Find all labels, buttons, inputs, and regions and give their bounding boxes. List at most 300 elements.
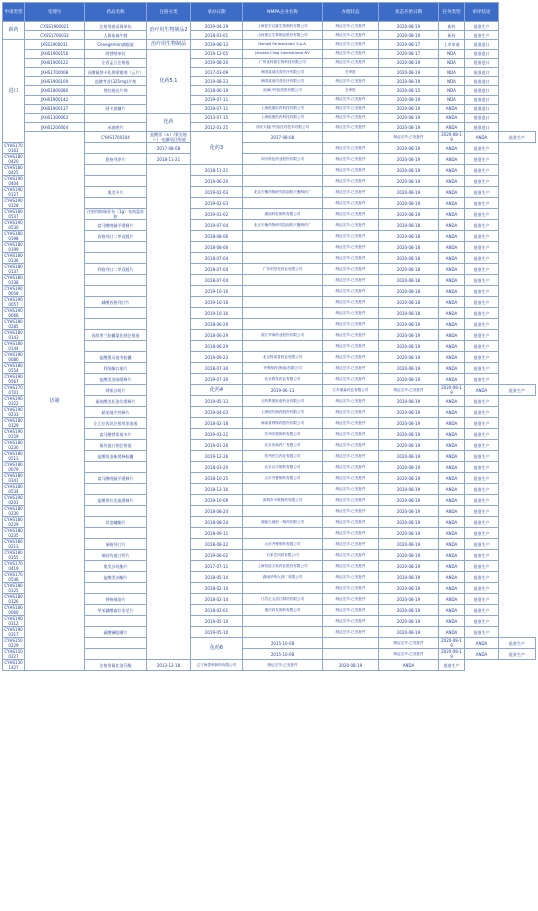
filing-date-cell: 2019-06-02: [191, 550, 243, 561]
status-date-cell: 2020-08-18: [379, 308, 439, 319]
table-body: [3, 22, 536, 671]
status-date-cell: 2020-08-19: [379, 319, 439, 330]
task-type-cell: ANDA: [439, 165, 465, 176]
conclusion-cell: 批准进口: [465, 86, 499, 95]
table-row: [3, 58, 536, 67]
task-type-cell: ANDA: [439, 517, 465, 528]
task-type-cell: ANDA: [439, 528, 465, 539]
filing-date-cell: 2019-06-13: [243, 385, 323, 396]
status-cell: 制证完毕-已发批件: [323, 506, 379, 517]
task-type-cell: ANDA: [439, 231, 465, 242]
filing-date-cell: 2018-02-18: [191, 418, 243, 429]
company-name-cell: 北京联发药业有限公司: [243, 374, 323, 385]
filing-date-cell: 2019-03-22: [191, 429, 243, 440]
filing-date-cell: 2018-06-29: [191, 330, 243, 341]
company-name-cell: 南商(中国)投资有限公司: [243, 86, 323, 95]
filing-date-cell: 2019-10-16: [191, 297, 243, 308]
company-name-cell: [243, 198, 323, 209]
task-type-cell: ANDA: [439, 143, 465, 154]
status-cell: 制证完毕-已发批件: [323, 396, 379, 407]
company-name-cell: [243, 484, 323, 495]
task-type-cell: ANDA: [439, 104, 465, 113]
drug-name-cell: 阿卡波糖片: [85, 104, 147, 113]
filing-date-cell: 2019-09-23: [191, 352, 243, 363]
task-type-cell: NDA: [439, 95, 465, 104]
column-header: 任务类型: [439, 3, 465, 22]
drug-name-cell: 盐酸坦洛新缓释胶囊: [85, 451, 147, 462]
table-row: [3, 49, 536, 58]
status-date-cell: 2020-08-19: [379, 31, 439, 40]
status-cell: 制证完毕-已发批件: [323, 561, 379, 572]
filing-date-cell: 2018-03-20: [191, 462, 243, 473]
conclusion-cell: 批准生产: [499, 132, 536, 143]
acceptance-number-cell: CYHS1800235: [4, 528, 23, 539]
filing-date-cell: 2019-04-03: [191, 407, 243, 418]
status-date-cell: 2020-08-19: [379, 528, 439, 539]
task-type-cell: ANDA: [439, 330, 465, 341]
conclusion-cell: 批准进口: [465, 123, 499, 132]
status-cell: 制证完毕-已发批件: [323, 319, 379, 330]
status-date-cell: 2020-08-19: [379, 209, 439, 220]
status-date-cell: 2020-08-19: [379, 67, 439, 76]
filing-date-cell: 2019-10-16: [191, 286, 243, 297]
company-name-cell: [243, 308, 323, 319]
task-type-cell: ANDA: [439, 264, 465, 275]
table-row: [3, 86, 536, 95]
status-date-cell: 2020-08-19: [379, 451, 439, 462]
status-date-cell: 2020-08-19: [379, 484, 439, 495]
drug-name-cell: 西酞普兰胶囊氯化钠注射液: [85, 330, 147, 341]
application-type-cell: 仿制: [25, 132, 85, 671]
company-name-cell: 北京阿诺普药业有限公司: [243, 352, 323, 363]
status-date-cell: 2020-08-19: [379, 594, 439, 605]
company-name-cell: 上海欧康医药科技有限公司: [243, 104, 323, 113]
status-cell: 制证完毕-已发批件: [323, 352, 379, 363]
drug-name-cell: 利格列汀二甲双胍片: [85, 264, 147, 275]
filing-date-cell: 2018-06-29: [191, 319, 243, 330]
company-name-cell: 杭州民生药业有限公司: [243, 451, 323, 462]
filing-date-cell: 2018-09-11: [191, 528, 243, 539]
status-date-cell: 2020-08-19: [379, 418, 439, 429]
drug-name-cell: Cenegermin滴眼液: [85, 40, 147, 49]
task-type-cell: ANDA: [439, 286, 465, 297]
filing-date-cell: 2018-06-19: [191, 86, 243, 95]
drug-name-cell: [85, 649, 147, 660]
acceptance-number-cell: CYHS1800213: [4, 539, 23, 550]
filing-date-cell: 2018-08-24: [191, 506, 243, 517]
status-cell: 制证完毕-已发批件: [323, 176, 379, 187]
acceptance-number-cell: CYHS1800155: [4, 550, 23, 561]
status-cell: 制证完毕-已发批件: [323, 539, 379, 550]
registration-class-cell: 化药: [147, 113, 191, 131]
acceptance-number-cell: CYHS1500227: [4, 649, 23, 660]
header-row: [3, 3, 536, 22]
status-cell: 制证完毕-已发批件: [323, 418, 379, 429]
task-type-cell: 上市申请: [439, 40, 465, 49]
task-type-cell: 新药: [439, 22, 465, 31]
company-name-cell: [243, 297, 323, 308]
status-cell: 制证完毕-已发批件: [323, 165, 379, 176]
application-type-cell: 新药: [3, 22, 25, 40]
task-type-cell: ANDA: [439, 176, 465, 187]
acceptance-number-cell: JXHS1200004: [25, 123, 85, 132]
filing-date-cell: 2015-10-08: [243, 649, 323, 660]
company-name-cell: [323, 638, 379, 649]
acceptance-number-cell: JXHS1900109: [25, 77, 85, 86]
page: [0, 2, 538, 911]
conclusion-cell: 批准生产: [465, 451, 499, 462]
status-cell: 制证完毕-已发批件: [323, 605, 379, 616]
conclusion-cell: 批准生产: [465, 209, 499, 220]
drug-name-cell: 阿替唑单抗: [85, 49, 147, 58]
status-cell: 制证完毕-已发批件: [323, 209, 379, 220]
acceptance-number-cell: JXHS1800080: [25, 86, 85, 95]
status-cell: 制证完毕-已发批件: [323, 594, 379, 605]
status-date-cell: 2020-08-19: [379, 198, 439, 209]
task-type-cell: ANDA: [465, 385, 499, 396]
status-cell: 制证完毕-已发批件: [323, 49, 379, 58]
drug-name-cell: 左西孟旦注射液: [85, 58, 147, 67]
conclusion-cell: 批准进口: [465, 40, 499, 49]
status-date-cell: 2020-08-19: [439, 132, 465, 143]
status-cell: 制证完毕-已发批件: [323, 253, 379, 264]
status-cell: 制证完毕-已发批件: [323, 123, 379, 132]
filing-date-cell: 2019-07-30: [191, 374, 243, 385]
status-cell: 制证完毕-已发批件: [323, 264, 379, 275]
filing-date-cell: 2018-08-06: [191, 242, 243, 253]
status-cell: 制证完毕-已发批件: [323, 95, 379, 104]
status-cell: 制证完毕-已发批件: [323, 583, 379, 594]
company-name-cell: 浙江华海药业股份有限公司: [243, 330, 323, 341]
status-date-cell: 2020-08-19: [379, 539, 439, 550]
filing-date-cell: 2019-08-20: [191, 58, 243, 67]
company-name-cell: 北京天衡药物研究院南阳天衡制药厂: [243, 187, 323, 198]
drug-name-cell: 注射用氟比洛芬酯: [85, 660, 147, 671]
filing-date-cell: 2018-05-14: [191, 572, 243, 583]
filing-date-cell: 2019-01-26: [191, 440, 243, 451]
filing-date-cell: 2018-07-04: [191, 275, 243, 286]
task-type-cell: ANDA: [439, 539, 465, 550]
task-type-cell: ANDA: [439, 462, 465, 473]
status-cell: 制证完毕-已发批件: [323, 572, 379, 583]
status-date-cell: 2020-08-19: [379, 95, 439, 104]
status-cell: 制证完毕-已发批件: [323, 495, 379, 506]
drug-name-cell: 盐酸考昔(325mg)片剂: [85, 77, 147, 86]
status-cell: 制证完毕-已发批件: [323, 330, 379, 341]
drug-name-cell: [85, 275, 147, 286]
column-header: 受理号: [25, 3, 85, 22]
task-type-cell: ANDA: [465, 132, 499, 143]
acceptance-number-cell: CYHS1900057: [4, 297, 23, 308]
conclusion-cell: 批准生产: [465, 286, 499, 297]
company-name-cell: 湖南华纳大药厂有限公司: [243, 572, 323, 583]
filing-date-cell: 2012-01-25: [191, 123, 243, 132]
acceptance-number-cell: CYHS1900201: [4, 495, 23, 506]
task-type-cell: ANDA: [439, 209, 465, 220]
status-cell: 制证完毕-已发批件: [379, 132, 439, 143]
company-name-cell: 韩国莫莱沃普医疗有限公司: [243, 77, 323, 86]
drug-name-cell: 硝苯地平控释片: [85, 407, 147, 418]
company-name-cell: 辽宁海思科制药有限公司: [191, 660, 243, 671]
acceptance-number-cell: CYHS1900233: [4, 407, 23, 418]
drug-name-cell: 盐酸奥司他韦胶囊: [85, 352, 147, 363]
acceptance-number-cell: CYHS1800554: [4, 363, 23, 374]
company-name-cell: 北京协和药厂有限公司: [243, 440, 323, 451]
acceptance-number-cell: CYHS1900159: [4, 429, 23, 440]
conclusion-cell: 批准进口: [465, 77, 499, 86]
status-cell: 制证完毕-已发批件: [323, 58, 379, 67]
filing-date-cell: 2018-02-14: [191, 583, 243, 594]
conclusion-cell: 批准生产: [465, 154, 499, 165]
table-row: [3, 95, 536, 104]
status-date-cell: 2020-08-19: [379, 176, 439, 187]
acceptance-number-cell: JXSS1900031: [25, 40, 85, 49]
drug-name-cell: 盐酸美金刚缓释片: [85, 374, 147, 385]
filing-date-cell: 2017-08-08: [243, 132, 323, 143]
registration-class-cell: 化药5.1: [147, 49, 191, 113]
conclusion-cell: 批准生产: [499, 649, 536, 660]
company-name-cell: [243, 583, 323, 594]
acceptance-number-cell: JXHS1300063: [25, 113, 85, 122]
company-name-cell: 上海信谊万象药业股份有限公司: [243, 561, 323, 572]
drug-name-cell: 奥美沙坦酯片: [85, 561, 147, 572]
status-cell: 制证完毕-已发批件: [323, 220, 379, 231]
drug-name-cell: 碳酸镧咀嚼片: [85, 627, 147, 638]
status-date-cell: 2020-08-18: [379, 253, 439, 264]
drug-name-cell: 丙酸氟替卡松鼻喷雾剂（云片）: [85, 67, 147, 76]
drug-name-cell: [85, 165, 147, 176]
company-name-cell: 上海现代制药股份有限公司: [243, 407, 323, 418]
drug-name-cell: [85, 113, 147, 122]
registration-class-cell: 化药3: [191, 132, 243, 165]
company-name-cell: 上海欧康医药科技有限公司: [243, 113, 323, 122]
column-header: NMPA企业名称: [243, 3, 323, 22]
table-row: [3, 113, 536, 122]
acceptance-number-cell: CYHS1700546: [4, 572, 23, 583]
task-type-cell: ANDA: [439, 341, 465, 352]
drug-name-cell: 坦度螺酮片: [85, 517, 147, 528]
task-type-cell: ANDA: [439, 297, 465, 308]
conclusion-cell: 批准进口: [465, 49, 499, 58]
drug-name-cell: [85, 484, 147, 495]
drug-name-cell: 恩格列净片: [85, 154, 147, 165]
filing-date-cell: 2019-04-29: [191, 22, 243, 31]
drug-name-cell: [85, 253, 147, 264]
status-date-cell: 2020-08-19: [379, 627, 439, 638]
task-type-cell: ANDA: [439, 561, 465, 572]
company-name-cell: 山东齐鲁制药有限公司: [243, 539, 323, 550]
acceptance-number-cell: CYHS1700701: [4, 385, 23, 396]
filing-date-cell: 2018-07-04: [191, 264, 243, 275]
drug-name-cell: 盐酸雷（±）/莱克地（-）-电解质注射液: [147, 132, 191, 143]
status-date-cell: 2020-08-19: [379, 143, 439, 154]
status-cell: 制证完毕-已发批件: [323, 627, 379, 638]
acceptance-number-cell: CYHS1800144: [4, 341, 23, 352]
company-name-cell: 广东东阳光药业有限公司: [243, 264, 323, 275]
filing-date-cell: 2019-05-10: [191, 627, 243, 638]
conclusion-cell: 批准生产: [465, 594, 499, 605]
company-name-cell: [243, 143, 323, 154]
company-name-cell: [243, 286, 323, 297]
column-header: 承办日期: [191, 3, 243, 22]
acceptance-number-cell: CYHS1800285: [4, 319, 23, 330]
status-date-cell: 2020-08-19: [379, 330, 439, 341]
task-type-cell: ANDA: [439, 550, 465, 561]
filing-date-cell: 2018-06-29: [191, 341, 243, 352]
status-cell: 制证完毕-已发批件: [323, 154, 379, 165]
status-date-cell: 2020-08-19: [323, 660, 379, 671]
status-date-cell: 2020-08-18: [379, 220, 439, 231]
status-date-cell: 2020-08-18: [379, 275, 439, 286]
task-type-cell: ANDA: [439, 495, 465, 506]
drug-name-cell: 人源血凝牛膝: [85, 31, 147, 40]
drug-name-cell: 氟伐他汀钠注射液: [85, 440, 147, 451]
task-type-cell: ANDA: [439, 616, 465, 627]
status-date-cell: 2020-08-19: [379, 550, 439, 561]
conclusion-cell: 批准进口: [465, 113, 499, 122]
status-date-cell: 2020-08-19: [379, 58, 439, 67]
conclusion-cell: 批准生产: [465, 396, 499, 407]
task-type-cell: ANDA: [439, 319, 465, 330]
acceptance-number-cell: CYHS1900058: [4, 286, 23, 297]
acceptance-number-cell: CYHS1800126: [4, 594, 23, 605]
status-cell: 在审批: [323, 86, 379, 95]
filing-date-cell: 2017-03-09: [191, 67, 243, 76]
task-type-cell: ANDA: [465, 638, 499, 649]
filing-date-cell: 2018-08-22: [191, 539, 243, 550]
registration-class-cell: 化药6: [191, 638, 243, 660]
status-date-cell: 2020-08-19: [379, 352, 439, 363]
filing-date-cell: 2019-08-23: [191, 77, 243, 86]
company-name-cell: 海南普利制药股份有限公司: [243, 418, 323, 429]
status-cell: 制证完毕-已发批件: [323, 517, 379, 528]
status-date-cell: 2020-08-19: [439, 649, 465, 660]
application-type-cell: 进口: [3, 40, 25, 143]
conclusion-cell: 批准生产: [465, 187, 499, 198]
registration-class-cell: 化药4: [191, 385, 243, 396]
acceptance-number-cell: CYHS1800138: [4, 275, 23, 286]
company-name-cell: 石家庄四药有限公司: [243, 550, 323, 561]
drug-name-cell: 米曲唑片: [85, 123, 147, 132]
status-date-cell: 2020-08-19: [379, 440, 439, 451]
company-name-cell: 山东齐鲁制药有限公司: [243, 473, 323, 484]
drug-name-cell: 左乙拉西坦注射用浓溶液: [85, 418, 147, 429]
conclusion-cell: 批准生产: [465, 462, 499, 473]
conclusion-cell: 批准生产: [465, 352, 499, 363]
status-date-cell: 2020-08-19: [379, 341, 439, 352]
task-type-cell: ANDA: [439, 583, 465, 594]
filing-date-cell: 2018-08-06: [191, 231, 243, 242]
drug-name-cell: [85, 308, 147, 319]
status-date-cell: 2020-08-19: [379, 506, 439, 517]
status-date-cell: 2020-08-18: [379, 231, 439, 242]
conclusion-cell: 批准生产: [465, 341, 499, 352]
task-type-cell: ANDA: [439, 374, 465, 385]
table-row: [3, 77, 536, 86]
status-cell: 制证完毕-已发批件: [323, 231, 379, 242]
task-type-cell: ANDA: [439, 451, 465, 462]
acceptance-number-cell: CYHS1800513: [4, 451, 23, 462]
drug-name-cell: 甲苯磺酸索拉非尼片: [85, 605, 147, 616]
company-name-cell: 石药集团欧意药业有限公司: [243, 396, 323, 407]
drug-name-cell: [85, 583, 147, 594]
acceptance-number-cell: CYHS1900317: [4, 627, 23, 638]
status-date-cell: 2020-08-19: [379, 605, 439, 616]
acceptance-number-cell: CYHS1900322: [4, 396, 23, 407]
status-cell: 制证完毕-已发批件: [323, 198, 379, 209]
status-cell: 制证完毕-已发批件: [323, 40, 379, 49]
task-type-cell: ANDA: [439, 440, 465, 451]
company-name-cell: [243, 165, 323, 176]
drug-name-cell: [85, 143, 147, 154]
status-cell: 制证完毕-已发批件: [323, 297, 379, 308]
status-date-cell: 2020-08-15: [379, 86, 439, 95]
status-cell: 制证完毕-已发批件: [379, 385, 439, 396]
conclusion-cell: 批准生产: [465, 231, 499, 242]
status-cell: 制证完毕-已发批件: [323, 341, 379, 352]
conclusion-cell: 批准生产: [465, 539, 499, 550]
column-header: 办理状态: [323, 3, 379, 22]
drug-name-cell: [85, 198, 147, 209]
company-name-cell: 湖南科伦制药有限公司: [243, 209, 323, 220]
status-cell: 制证完毕-已发批件: [243, 660, 323, 671]
conclusion-cell: 批准生产: [465, 297, 499, 308]
status-date-cell: 2020-08-19: [379, 495, 439, 506]
table-row: [3, 22, 536, 31]
conclusion-cell: 批准进口: [465, 58, 499, 67]
status-cell: 制证完毕-已发批件: [323, 31, 379, 40]
task-type-cell: NDA: [439, 67, 465, 76]
conclusion-cell: 批准生产: [465, 528, 499, 539]
status-cell: 制证完毕-已发批件: [379, 638, 439, 649]
status-date-cell: 2020-08-19: [379, 572, 439, 583]
acceptance-number-cell: CYHS1800229: [4, 517, 23, 528]
conclusion-cell: 批准生产: [465, 418, 499, 429]
task-type-cell: ANDA: [439, 113, 465, 122]
drug-name-cell: 瑞格列汀片: [85, 539, 147, 550]
filing-date-cell: 2019-10-09: [191, 495, 243, 506]
status-date-cell: 2020-08-19: [379, 363, 439, 374]
status-date-cell: 2020-08-19: [379, 561, 439, 572]
drug-name-cell: [85, 341, 147, 352]
status-cell: 在审批: [323, 67, 379, 76]
acceptance-number-cell: CYHS1800534: [4, 484, 23, 495]
conclusion-cell: 批准生产: [465, 308, 499, 319]
task-type-cell: ANDA: [439, 484, 465, 495]
drug-name-cell: 瑞舒伐他汀钙片: [85, 550, 147, 561]
conclusion-cell: 批准生产: [465, 198, 499, 209]
company-name-cell: [243, 319, 323, 330]
filing-date-cell: 2019-05-13: [191, 396, 243, 407]
status-date-cell: 2020-08-19: [379, 462, 439, 473]
status-date-cell: 2020-08-19: [379, 374, 439, 385]
acceptance-number-cell: CYHS1800129: [4, 418, 23, 429]
company-name-cell: 深圳市中联制药有限公司: [243, 495, 323, 506]
acceptance-number-cell: CYHS1900080: [4, 352, 23, 363]
status-date-cell: 2020-08-19: [439, 385, 465, 396]
filing-date-cell: 2013-07-15: [191, 113, 243, 122]
conclusion-cell: 批准生产: [465, 374, 499, 385]
status-date-cell: 2020-08-19: [379, 429, 439, 440]
task-type-cell: ANDA: [465, 649, 499, 660]
filing-date-cell: 2019-07-11: [191, 95, 243, 104]
status-date-cell: 2020-08-19: [379, 22, 439, 31]
company-name-cell: [243, 341, 323, 352]
column-header: 申请类型: [3, 3, 25, 22]
task-type-cell: ANDA: [439, 220, 465, 231]
status-cell: 制证完毕-已发批件: [323, 275, 379, 286]
task-type-cell: ANDA: [379, 660, 439, 671]
